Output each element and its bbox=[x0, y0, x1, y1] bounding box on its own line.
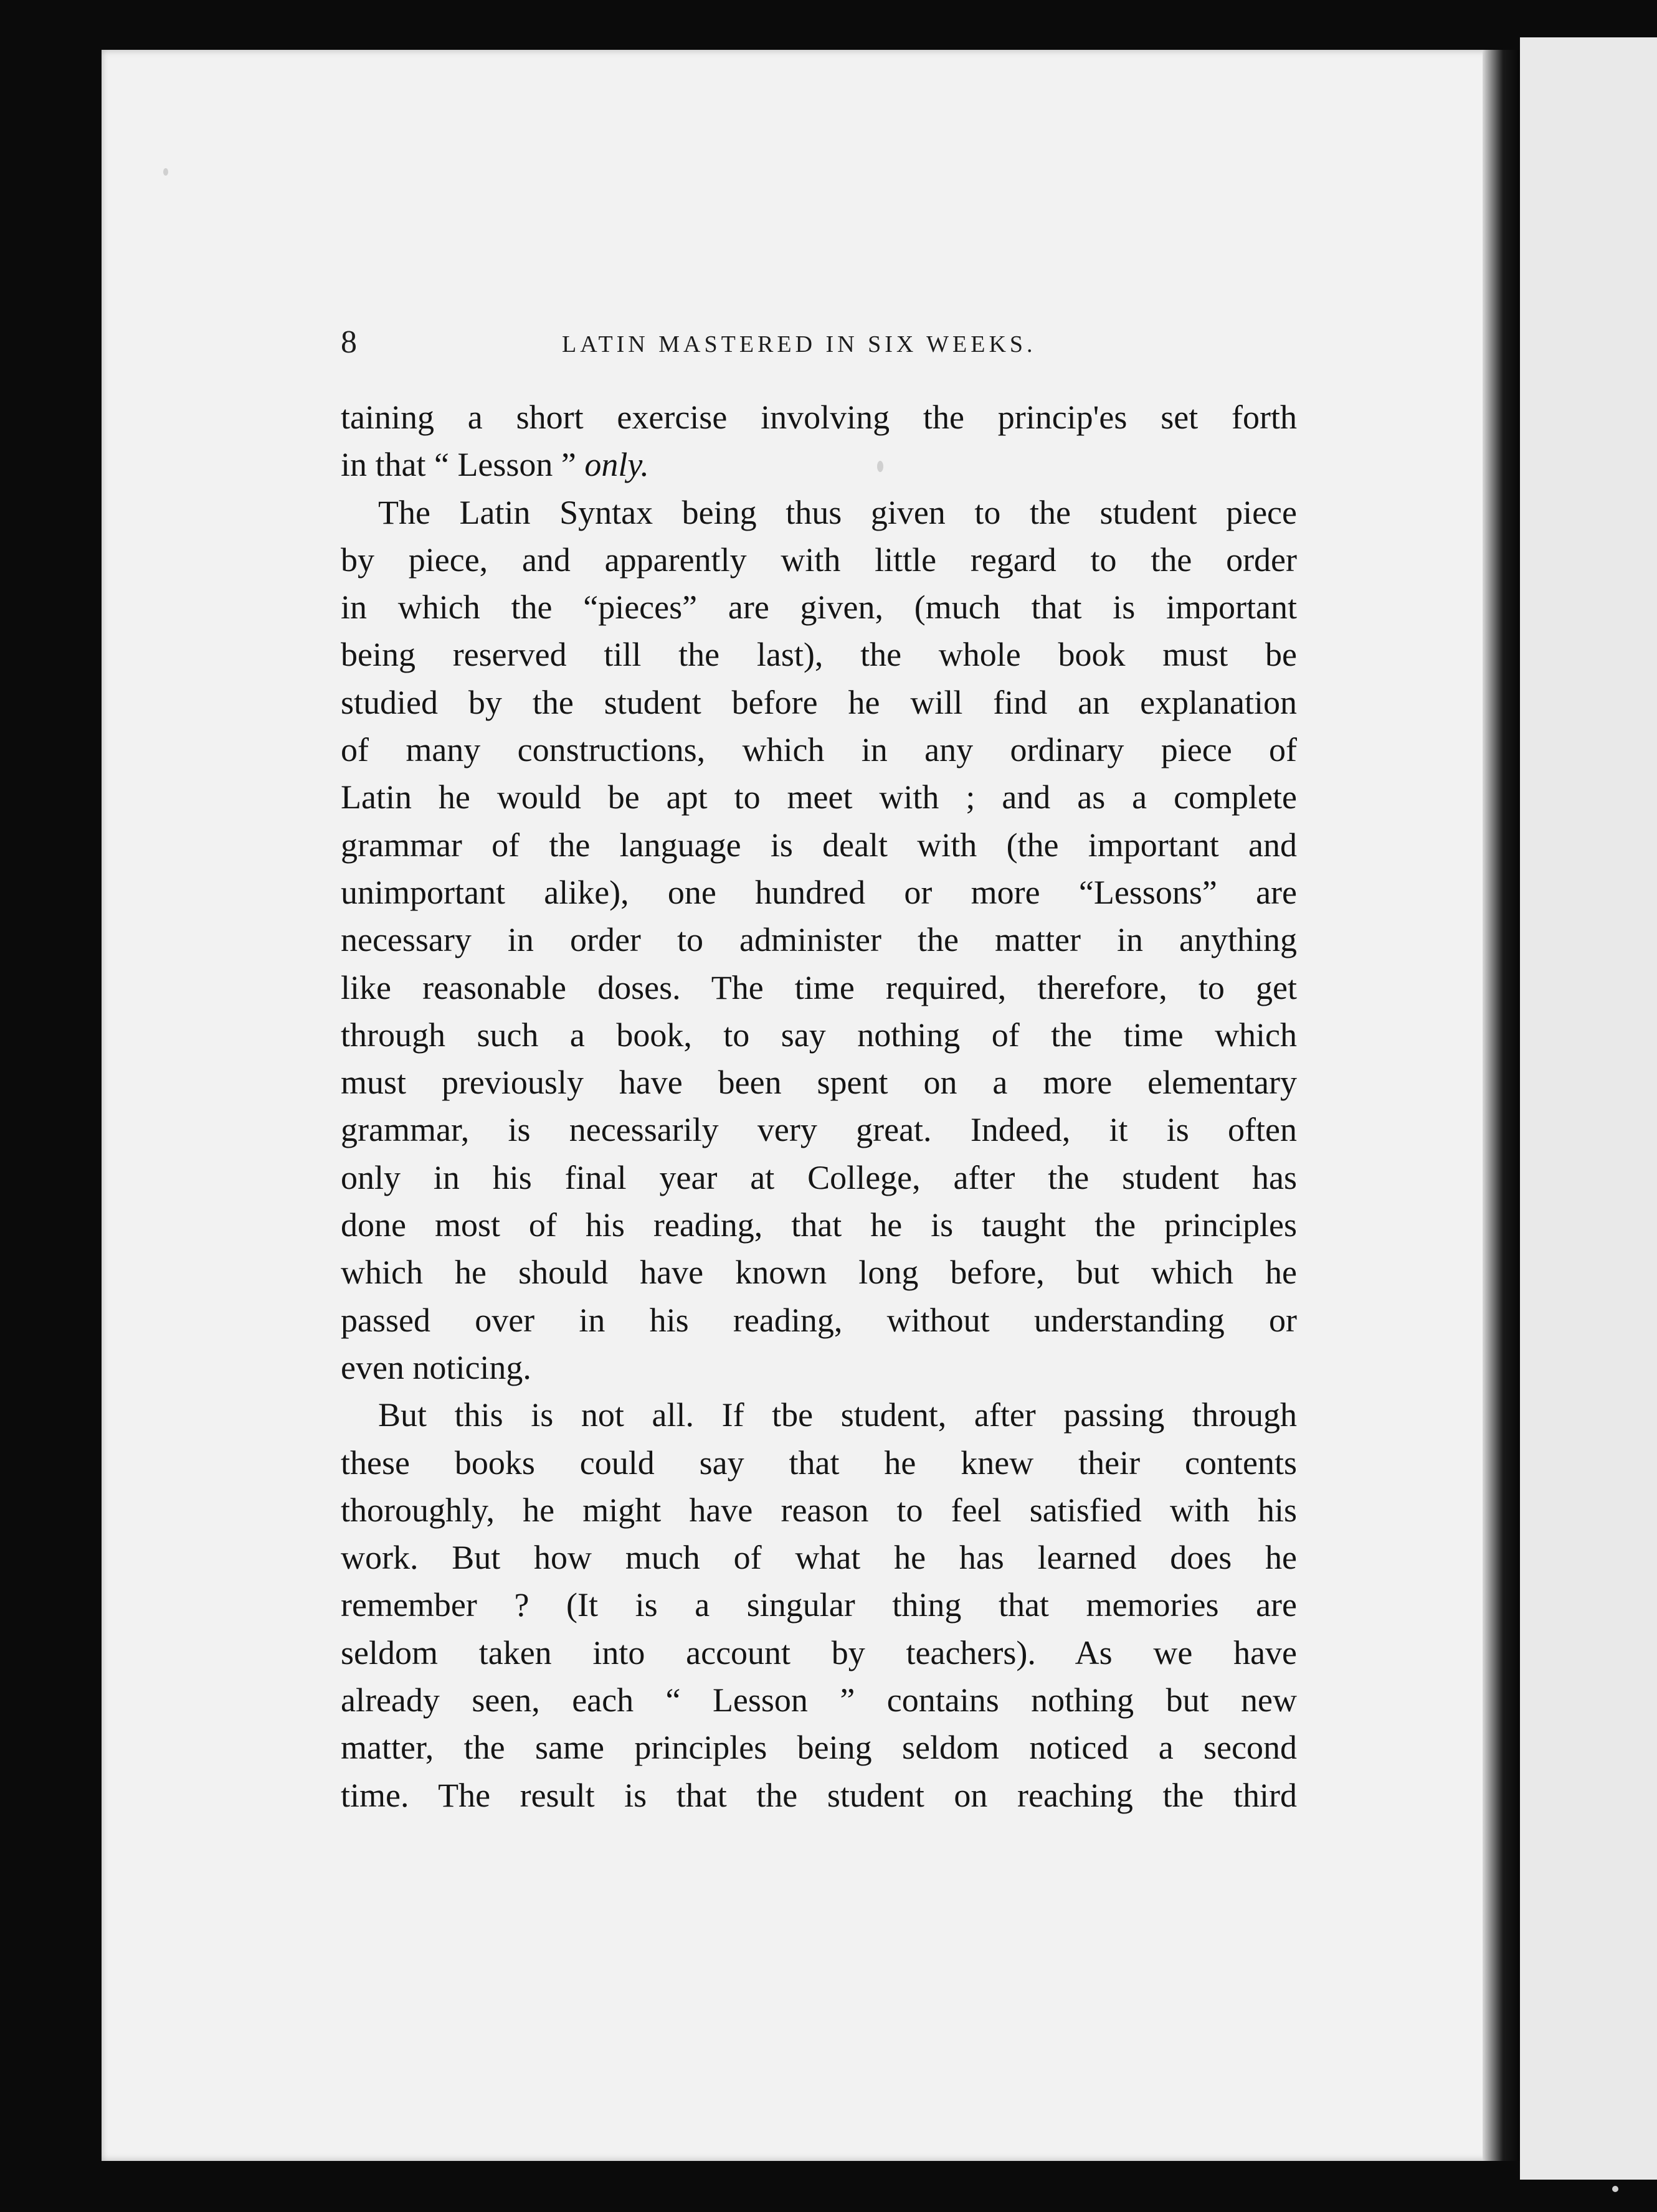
text-line: done most of his reading, that he is taught the principles bbox=[341, 1206, 1297, 1244]
text-line: taining a short exercise involving the princip'es set forth bbox=[341, 399, 1297, 436]
text-line: time. The result is that the student on reaching the third bbox=[341, 1776, 1297, 1814]
text-line: of many constructions, which in any ordinary piece of bbox=[341, 731, 1297, 769]
dust-speck bbox=[1612, 2186, 1618, 2192]
facing-page-edge bbox=[1520, 37, 1657, 2180]
text-line: thoroughly, he might have reason to feel satisfied with his bbox=[341, 1491, 1297, 1529]
italic-word: only. bbox=[584, 446, 649, 484]
text-line: already seen, each “ Lesson ” contains nothing but new bbox=[341, 1681, 1297, 1719]
text-line: But this is not all. If tbe student, after passing through bbox=[378, 1396, 1297, 1434]
text-line: even noticing. bbox=[341, 1348, 531, 1386]
running-header bbox=[341, 324, 1297, 361]
text-line: in which the “pieces” are given, (much that is important bbox=[341, 588, 1297, 626]
text-line: unimportant alike), one hundred or more “Lessons” are bbox=[341, 873, 1297, 911]
text-line: Latin he would be apt to meet with ; and as a complete bbox=[341, 778, 1297, 816]
text-line: must previously have been spent on a more elementary bbox=[341, 1064, 1297, 1102]
text-line: matter, the same principles being seldom noticed a second bbox=[341, 1729, 1297, 1767]
text-line: like reasonable doses. The time required, therefore, to get bbox=[341, 968, 1297, 1006]
body-text bbox=[341, 394, 1297, 1819]
text-line: these books could say that he knew their contents bbox=[341, 1444, 1297, 1482]
text-line: remember ? (It is a singular thing that memories are bbox=[341, 1586, 1297, 1624]
text-line: passed over in his reading, without understanding or bbox=[341, 1301, 1297, 1339]
running-title: LATIN MASTERED IN SIX WEEKS. bbox=[562, 331, 1037, 357]
text-line: which he should have known long before, but which he bbox=[341, 1254, 1297, 1292]
text-line: by piece, and apparently with little regard to the order bbox=[341, 541, 1297, 579]
text-line: work. But how much of what he has learned does he bbox=[341, 1539, 1297, 1577]
text-line: grammar of the language is dealt with (the important and bbox=[341, 826, 1297, 864]
text-line: grammar, is necessarily very great. Indeed, it is often bbox=[341, 1111, 1297, 1149]
page-number: 8 bbox=[341, 324, 357, 360]
text-line: necessary in order to administer the matter in anything bbox=[341, 921, 1297, 959]
dust-speck bbox=[163, 168, 168, 176]
book-gutter-shadow bbox=[1483, 50, 1520, 2161]
text-line: through such a book, to say nothing of the time which bbox=[341, 1016, 1297, 1054]
text-line: The Latin Syntax being thus given to the student piece bbox=[378, 493, 1297, 531]
text-line: being reserved till the last), the whole book must be bbox=[341, 636, 1297, 674]
text-line: only in his final year at College, after the student has bbox=[341, 1158, 1297, 1196]
text-line: in that “ Lesson ” only. bbox=[341, 446, 649, 484]
text-line: studied by the student before he will find an explanation bbox=[341, 683, 1297, 721]
text-line: seldom taken into account by teachers). As we have bbox=[341, 1633, 1297, 1671]
